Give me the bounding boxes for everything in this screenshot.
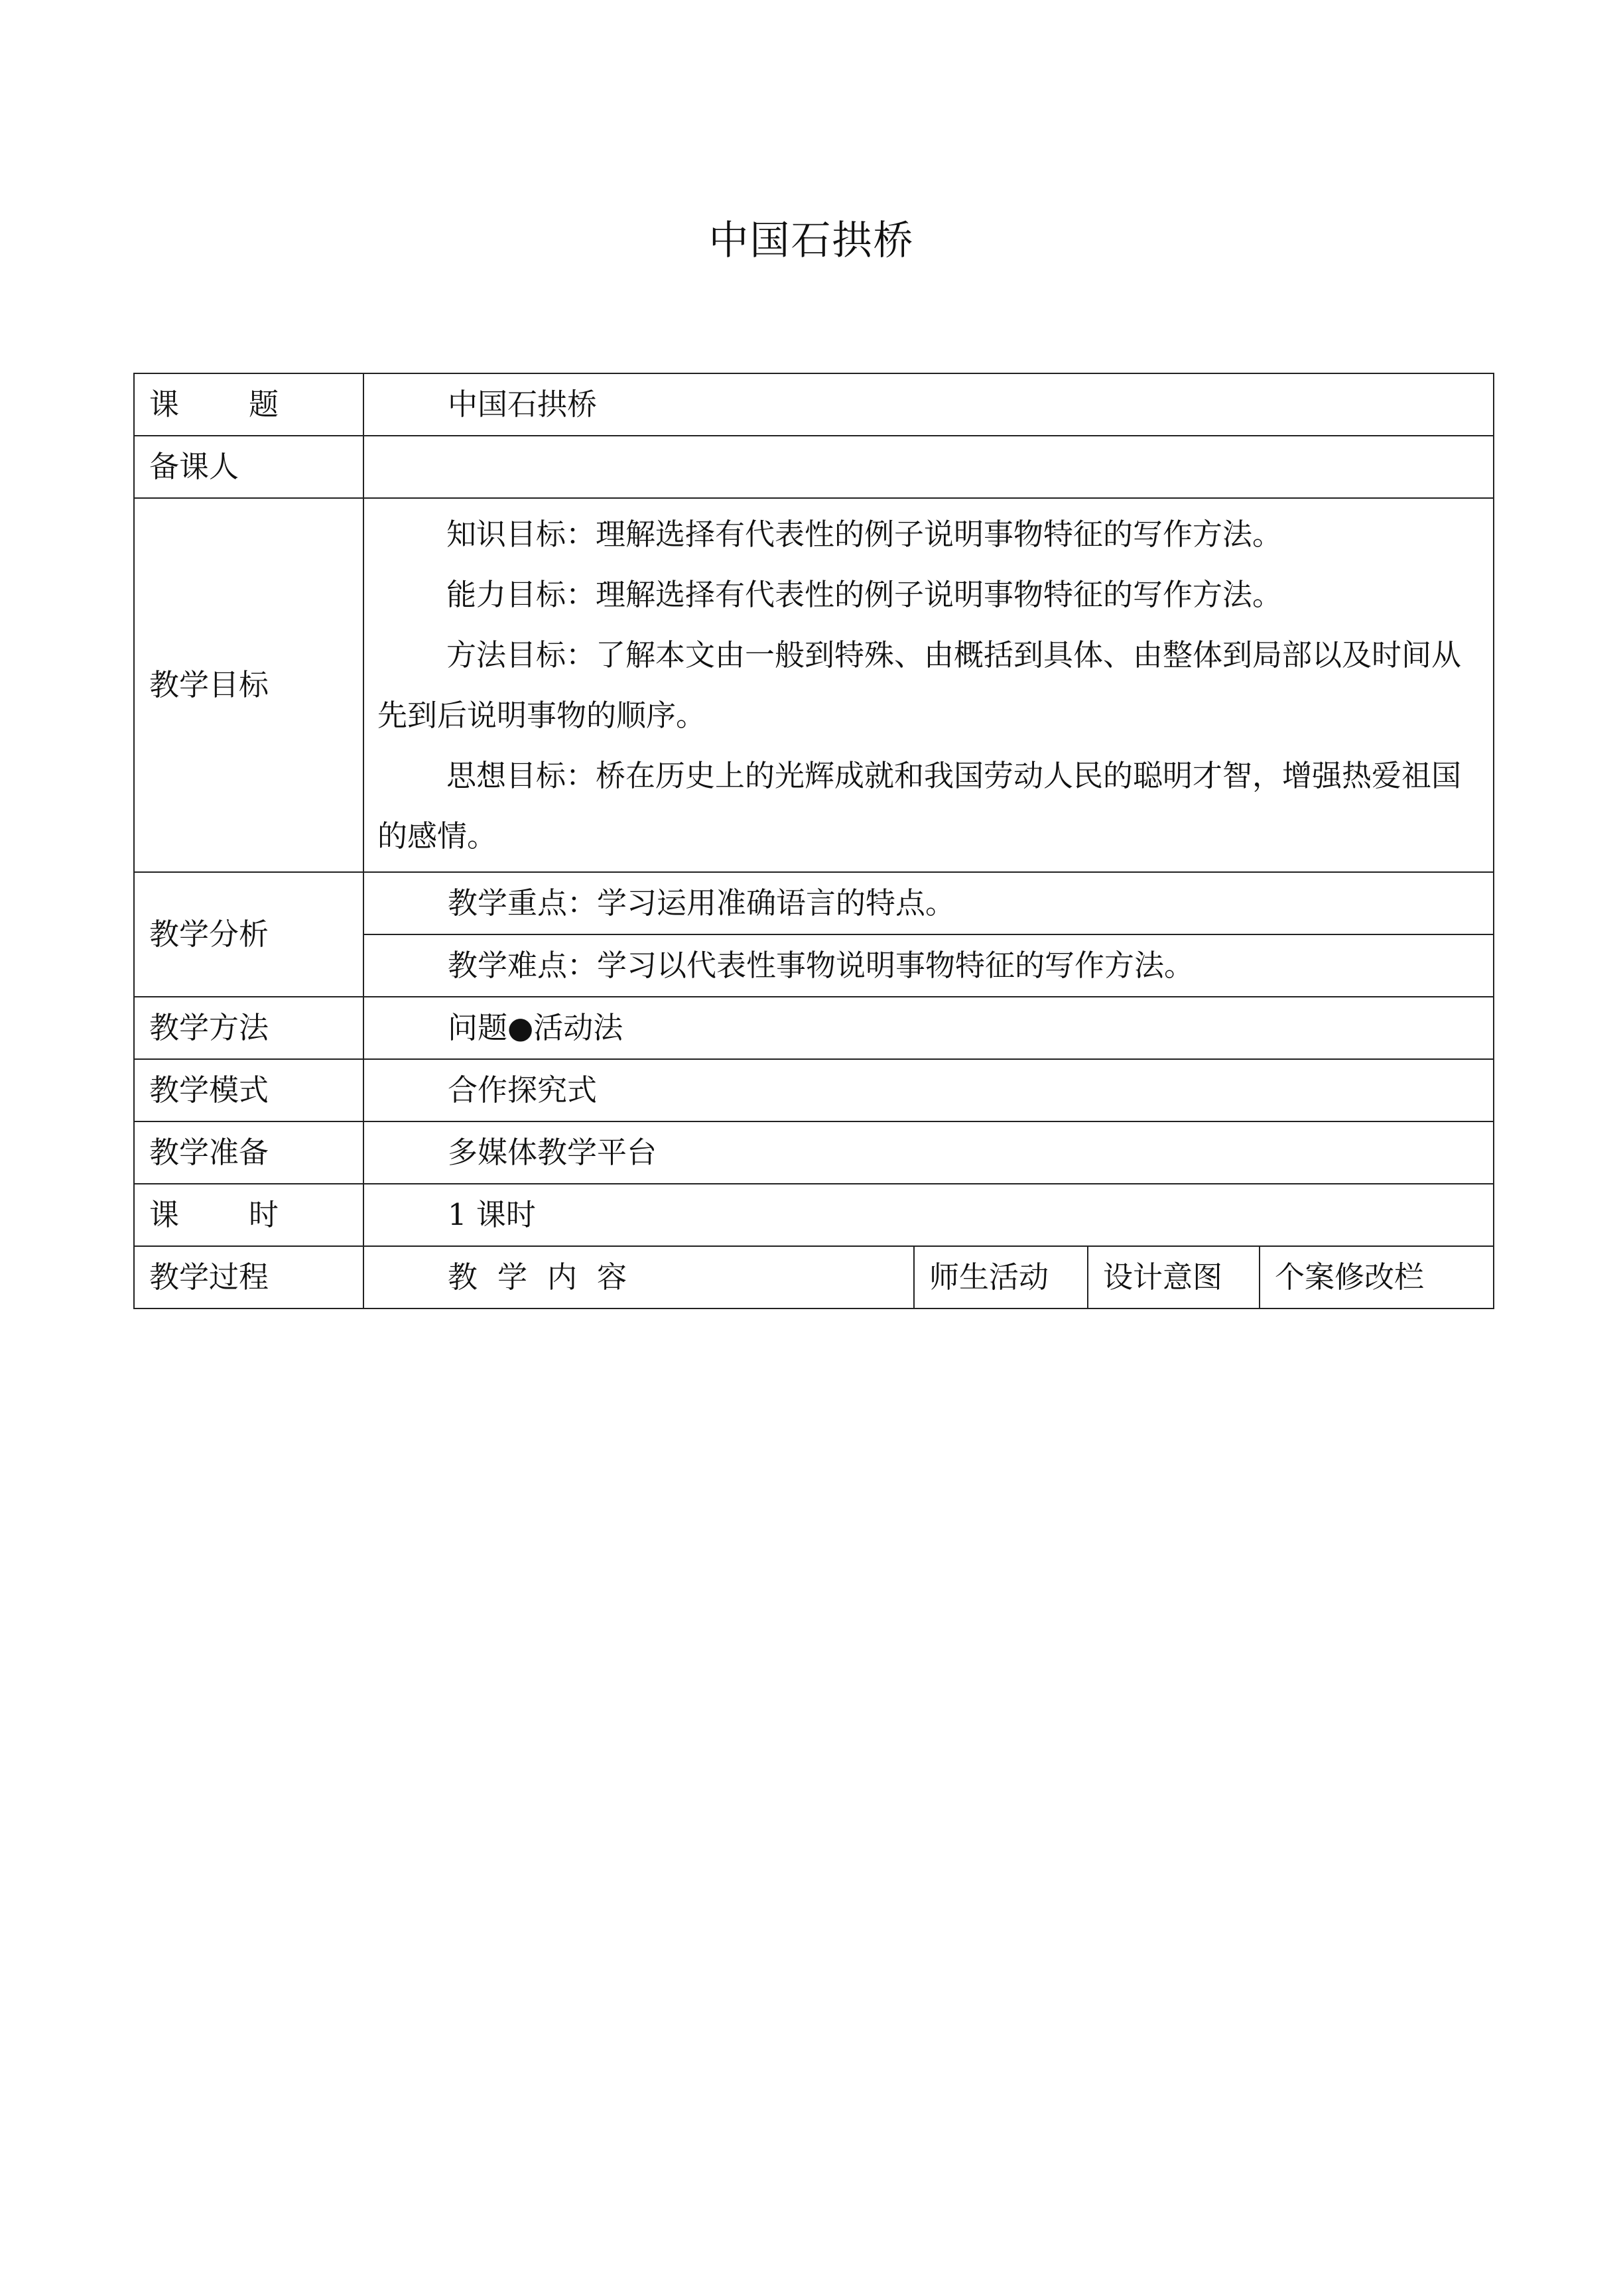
process-revision-header: 个案修改栏 [1260, 1246, 1494, 1308]
method-label: 教学方法 [134, 997, 363, 1059]
topic-value: 中国石拱桥 [363, 373, 1494, 436]
objectives-cell [363, 498, 1494, 872]
mode-label: 教学模式 [134, 1059, 363, 1121]
preparation-value: 多媒体教学平台 [363, 1121, 1494, 1184]
mode-value: 合作探究式 [363, 1059, 1494, 1121]
process-content-header: 教学内容 [448, 1259, 627, 1295]
period-label: 课 时 [149, 1197, 279, 1232]
table-row-topic [134, 373, 1494, 436]
process-label: 教学过程 [134, 1246, 363, 1308]
analysis-label: 教学分析 [134, 872, 363, 997]
process-content-cell [363, 1246, 914, 1308]
table-row-mode [134, 1059, 1494, 1121]
topic-label-cell [134, 373, 363, 436]
table-row-process [134, 1246, 1494, 1308]
analysis-key-point: 教学重点：学习运用准确语言的特点。 [363, 872, 1494, 934]
method-value: 问题●活动法 [363, 997, 1494, 1059]
process-intent-header: 设计意图 [1088, 1246, 1260, 1308]
preparer-label: 备课人 [134, 436, 363, 498]
preparer-value [363, 436, 1494, 498]
lesson-plan-table [133, 373, 1494, 1309]
table-row-objectives [134, 498, 1494, 872]
table-row-method [134, 997, 1494, 1059]
period-label-cell [134, 1184, 363, 1246]
preparation-label: 教学准备 [134, 1121, 363, 1184]
page-title: 中国石拱桥 [708, 218, 915, 264]
table-row-analysis-key [134, 872, 1494, 934]
table-row-preparer [134, 436, 1494, 498]
objective-method: 方法目标：了解本文由一般到特殊、由概括到具体、由整体到局部以及时间从先到后说明事物的顺序。 [377, 637, 1462, 733]
process-activity-header: 师生活动 [914, 1246, 1088, 1308]
objective-ability: 能力目标：理解选择有代表性的例子说明事物特征的写作方法。 [446, 577, 1283, 612]
objective-thought: 思想目标：桥在历史上的光辉成就和我国劳动人民的聪明才智，增强热爱祖国的感情。 [377, 758, 1462, 854]
table-row-period [134, 1184, 1494, 1246]
analysis-difficulty: 教学难点：学习以代表性事物说明事物特征的写作方法。 [363, 934, 1494, 997]
objective-knowledge: 知识目标：理解选择有代表性的例子说明事物特征的写作方法。 [446, 517, 1283, 552]
table-row-preparation [134, 1121, 1494, 1184]
topic-label: 课 题 [149, 387, 279, 422]
period-value: 1 课时 [363, 1184, 1494, 1246]
objectives-label: 教学目标 [134, 498, 363, 872]
